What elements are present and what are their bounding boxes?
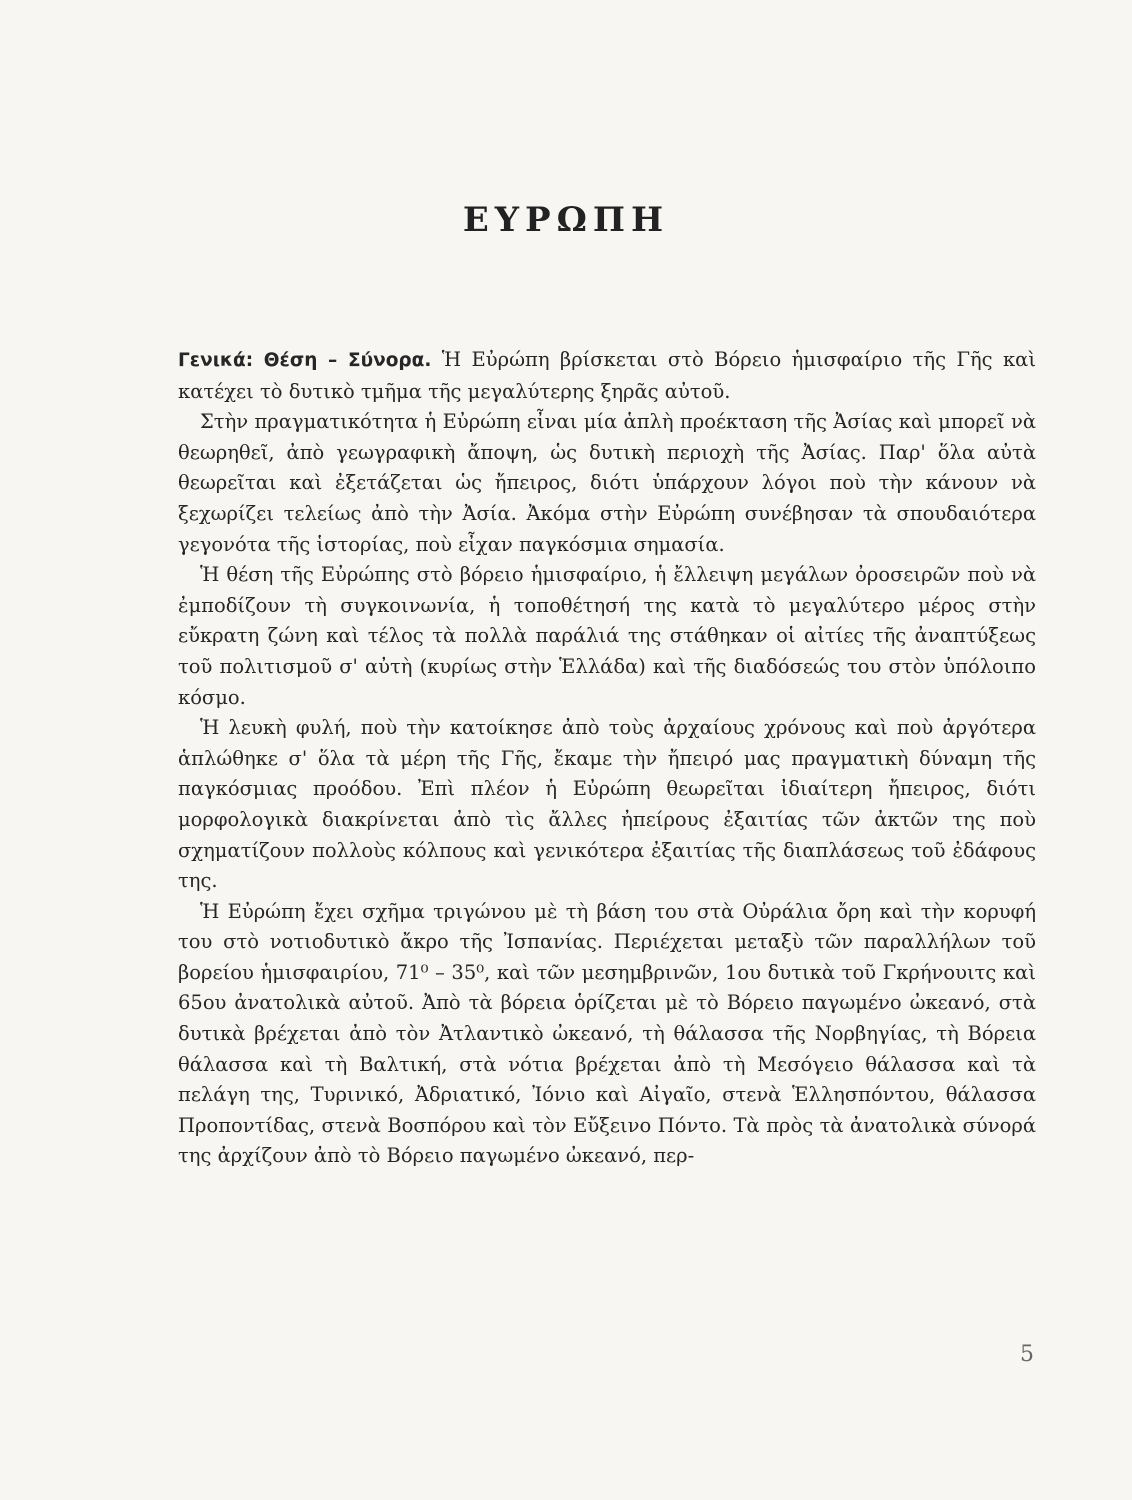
page-number: 5 [1020, 1342, 1034, 1367]
body-text [178, 345, 1036, 1172]
page-title: ΕΥΡΩΠΗ [462, 200, 670, 240]
paragraph-1-text: Ἡ Εὐρώπη βρίσκεται στὸ Βόρειο ἡμισφαίριο τῆς Γῆς καὶ κατέχει τὸ δυτικὸ τμῆμα τῆς μεγαλύτερης ξηρᾶς αὐτοῦ. [178, 348, 1036, 403]
paragraph-3: Ἡ θέση τῆς Εὐρώπης στὸ βόρειο ἡμισφαίριο, ἡ ἔλλειψη μεγάλων ὀροσειρῶν ποὺ νὰ ἐμποδίζουν τὴ συγκοινωνία, ἡ τοποθέτησή της κατὰ τὸ μεγαλύτερο μέρος στὴν εὔκρατη ζώνη καὶ τέλος τὰ πολλὰ παράλιά της στάθηκαν οἱ αἰτίες τῆς ἀναπτύξεως τοῦ πολιτισμοῦ σ' αὐτὴ (κυρίως στὴν Ἑλλάδα) καὶ τῆς διαδόσεώς του στὸν ὑπόλοιπο κόσμο. [178, 563, 1036, 709]
paragraph-5: Ἡ Εὐρώπη ἔχει σχῆμα τριγώνου μὲ τὴ βάση του στὰ Οὐράλια ὄρη καὶ τὴν κορυφή του στὸ νοτιοδυτικὸ ἄκρο τῆς Ἰσπανίας. Περιέχεται μεταξὺ τῶν παραλλήλων τοῦ βορείου ἡμισφαιρίου, 71⁰ – 35⁰, καὶ τῶν μεσημβρινῶν, 1ου δυτικὰ τοῦ Γκρήνουιτς καὶ 65ου ἀνατολικὰ αὐτοῦ. Ἀπὸ τὰ βόρεια ὁρίζεται μὲ τὸ Βόρειο παγωμένο ὠκεανό, στὰ δυτικὰ βρέχεται ἀπὸ τὸν Ἀτλαντικὸ ὠκεανό, τὴ θάλασσα τῆς Νορβηγίας, τὴ Βόρεια θάλασσα καὶ τὴ Βαλτική, στὰ νότια βρέχεται ἀπὸ τὴ Μεσόγειο θάλασσα καὶ τὰ πελάγη της, Τυρινικό, Ἀδριατικό, Ἰόνιο καὶ Αἰγαῖο, στενὰ Ἑλλησπόντου, θάλασσα Προποντίδας, στενὰ Βοσπόρου καὶ τὸν Εὔξεινο Πόντο. Τὰ πρὸς τὰ ἀνατολικὰ σύνορά της ἀρχίζουν ἀπὸ τὸ Βόρειο παγωμένο ὠκεανό, περ- [178, 899, 1036, 1168]
paragraph-4: Ἡ λευκὴ φυλή, ποὺ τὴν κατοίκησε ἀπὸ τοὺς ἀρχαίους χρόνους καὶ ποὺ ἀργότερα ἁπλώθηκε σ' ὅλα τὰ μέρη τῆς Γῆς, ἔκαμε τὴν ἤπειρό μας πραγματικὴ δύναμη τῆς παγκόσμιας προόδου. Ἐπὶ πλέον ἡ Εὐρώπη θεωρεῖται ἰδιαίτερη ἤπειρος, διότι μορφολογικὰ διακρίνεται ἀπὸ τὶς ἄλλες ἠπείρους ἐξαιτίας τῶν ἀκτῶν της ποὺ σχηματίζουν πολλοὺς κόλπους καὶ γενικότερα ἐξαιτίας τῆς διαπλάσεως τοῦ ἐδάφους της. [178, 716, 1036, 893]
paragraph-2: Στὴν πραγματικότητα ἡ Εὐρώπη εἶναι μία ἁπλὴ προέκταση τῆς Ἀσίας καὶ μπορεῖ νὰ θεωρηθεῖ, ἀπὸ γεωγραφικὴ ἄποψη, ὡς δυτικὴ περιοχὴ τῆς Ἀσίας. Παρ' ὅλα αὐτὰ θεωρεῖται καὶ ἐξετάζεται ὡς ἤπειρος, διότι ὑπάρχουν λόγοι ποὺ τὴν κάνουν νὰ ξεχωρίζει τελείως ἀπὸ τὴν Ἀσία. Ἀκόμα στὴν Εὐρώπη συνέβησαν τὰ σπουδαιότερα γεγονότα τῆς ἱστορίας, ποὺ εἶχαν παγκόσμια σημασία. [178, 410, 1036, 556]
paragraph-1 [178, 345, 1036, 407]
section-heading: Γενικά: Θέση – Σύνορα. [178, 350, 432, 371]
